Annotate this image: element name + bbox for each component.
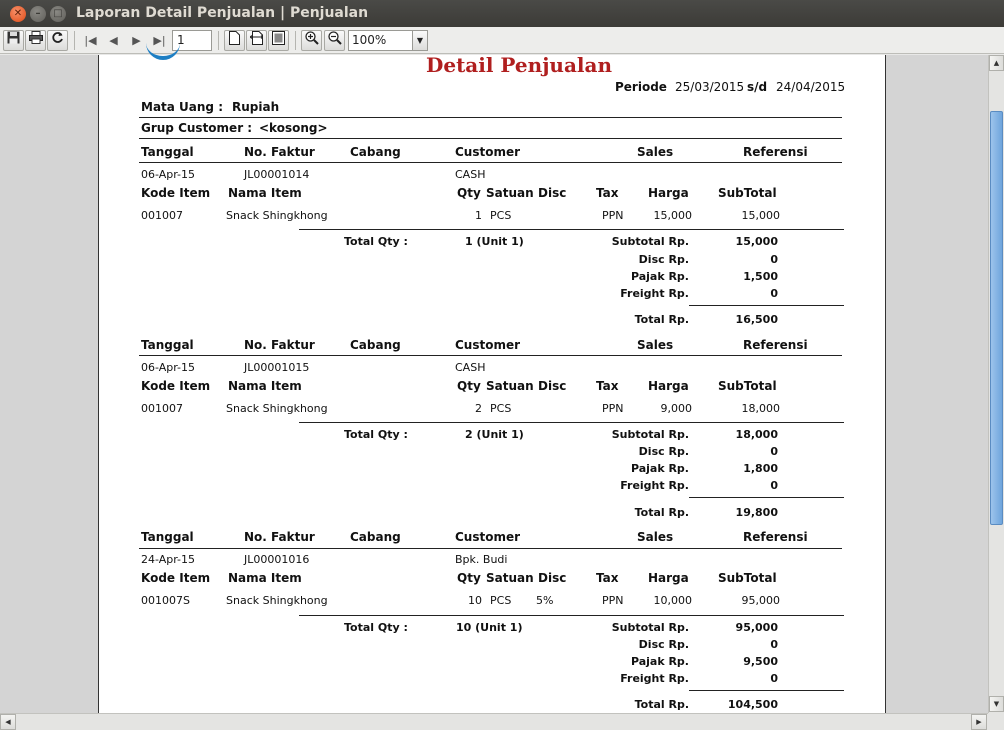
invoice-faktur: JL00001015 bbox=[244, 361, 310, 374]
header-subtotal: SubTotal bbox=[718, 186, 777, 200]
subtotal-label: Subtotal Rp. bbox=[611, 235, 689, 248]
scroll-corner bbox=[988, 713, 1004, 730]
minimize-window-button[interactable]: – bbox=[30, 6, 46, 22]
header-no-faktur: No. Faktur bbox=[244, 145, 315, 159]
total-qty-label: Total Qty : bbox=[344, 235, 408, 248]
header-harga: Harga bbox=[648, 379, 689, 393]
freight-value: 0 bbox=[770, 479, 778, 492]
disc-value: 0 bbox=[770, 638, 778, 651]
chevron-down-icon[interactable]: ▼ bbox=[412, 31, 427, 50]
header-disc: Disc bbox=[538, 186, 567, 200]
disc-value: 0 bbox=[770, 445, 778, 458]
header-disc: Disc bbox=[538, 571, 567, 585]
page-width-icon[interactable] bbox=[246, 30, 267, 51]
item-tax: PPN bbox=[602, 594, 624, 607]
freight-value: 0 bbox=[770, 672, 778, 685]
freight-label: Freight Rp. bbox=[620, 287, 689, 300]
zoom-value: 100% bbox=[352, 33, 387, 47]
item-satuan: PCS bbox=[490, 209, 512, 222]
header-referensi: Referensi bbox=[743, 338, 808, 352]
header-referensi: Referensi bbox=[743, 145, 808, 159]
header-satuan: Satuan bbox=[486, 571, 534, 585]
page-number-input[interactable]: 1 bbox=[172, 30, 212, 51]
item-disc: 5% bbox=[536, 594, 554, 607]
item-nama: Snack Shingkhong bbox=[226, 594, 328, 607]
periode-to: 24/04/2015 bbox=[776, 80, 846, 94]
invoice-tanggal: 06-Apr-15 bbox=[141, 361, 196, 374]
total-label: Total Rp. bbox=[634, 313, 689, 326]
scroll-up-icon[interactable]: ▲ bbox=[989, 55, 1004, 71]
header-kode-item: Kode Item bbox=[141, 186, 211, 200]
disc-label: Disc Rp. bbox=[638, 638, 689, 651]
item-tax: PPN bbox=[602, 402, 624, 415]
total-qty-value: 10 (Unit 1) bbox=[456, 621, 523, 634]
header-no-faktur: No. Faktur bbox=[244, 338, 315, 352]
header-harga: Harga bbox=[648, 571, 689, 585]
pajak-label: Pajak Rp. bbox=[630, 462, 689, 475]
pajak-label: Pajak Rp. bbox=[630, 270, 689, 283]
header-tax: Tax bbox=[596, 186, 619, 200]
freight-value: 0 bbox=[770, 287, 778, 300]
item-subtotal: 15,000 bbox=[741, 209, 780, 222]
single-page-icon[interactable] bbox=[224, 30, 245, 51]
pajak-value: 9,500 bbox=[743, 655, 778, 668]
zoom-out-icon[interactable] bbox=[324, 30, 345, 51]
header-customer: Customer bbox=[455, 338, 521, 352]
item-harga: 15,000 bbox=[653, 209, 692, 222]
header-nama-item: Nama Item bbox=[228, 571, 302, 585]
disc-label: Disc Rp. bbox=[638, 253, 689, 266]
item-qty: 1 bbox=[475, 209, 482, 222]
scroll-left-icon[interactable]: ◀ bbox=[0, 714, 16, 730]
pajak-label: Pajak Rp. bbox=[630, 655, 689, 668]
scroll-down-icon[interactable]: ▼ bbox=[989, 696, 1004, 712]
save-icon[interactable] bbox=[3, 30, 24, 51]
close-window-button[interactable]: ✕ bbox=[10, 6, 26, 22]
pajak-value: 1,800 bbox=[743, 462, 778, 475]
refresh-icon[interactable] bbox=[47, 30, 68, 51]
header-disc: Disc bbox=[538, 379, 567, 393]
header-tanggal: Tanggal bbox=[141, 338, 194, 352]
freight-label: Freight Rp. bbox=[620, 479, 689, 492]
previous-page-icon[interactable]: ◀ bbox=[109, 34, 118, 47]
zoom-in-icon[interactable] bbox=[301, 30, 322, 51]
report-title: Detail Penjualan bbox=[426, 53, 613, 77]
item-kode: 001007S bbox=[141, 594, 190, 607]
header-nama-item: Nama Item bbox=[228, 379, 302, 393]
total-label: Total Rp. bbox=[634, 506, 689, 519]
header-tax: Tax bbox=[596, 571, 619, 585]
invoice-faktur: JL00001014 bbox=[244, 168, 310, 181]
item-harga: 10,000 bbox=[653, 594, 692, 607]
periode-from: 25/03/2015 bbox=[675, 80, 745, 94]
item-nama: Snack Shingkhong bbox=[226, 209, 328, 222]
subtotal-value: 18,000 bbox=[735, 428, 778, 441]
total-value: 19,800 bbox=[735, 506, 778, 519]
maximize-window-button[interactable]: □ bbox=[50, 6, 66, 22]
header-sales: Sales bbox=[637, 145, 674, 159]
zoom-select[interactable] bbox=[348, 30, 428, 51]
header-subtotal: SubTotal bbox=[718, 571, 777, 585]
mata-uang-label: Mata Uang : bbox=[141, 100, 224, 114]
header-qty: Qty bbox=[457, 571, 481, 585]
grup-customer-label: Grup Customer : bbox=[141, 121, 253, 135]
item-kode: 001007 bbox=[141, 209, 183, 222]
scroll-right-icon[interactable]: ▶ bbox=[971, 714, 987, 730]
header-tanggal: Tanggal bbox=[141, 530, 194, 544]
subtotal-value: 15,000 bbox=[735, 235, 778, 248]
window-title: Laporan Detail Penjualan | Penjualan bbox=[76, 5, 369, 21]
header-customer: Customer bbox=[455, 530, 521, 544]
header-subtotal: SubTotal bbox=[718, 379, 777, 393]
header-cabang: Cabang bbox=[350, 145, 401, 159]
header-referensi: Referensi bbox=[743, 530, 808, 544]
header-kode-item: Kode Item bbox=[141, 571, 211, 585]
header-nama-item: Nama Item bbox=[228, 186, 302, 200]
header-satuan: Satuan bbox=[486, 379, 534, 393]
header-tanggal: Tanggal bbox=[141, 145, 194, 159]
total-label: Total Rp. bbox=[634, 698, 689, 711]
subtotal-label: Subtotal Rp. bbox=[611, 621, 689, 634]
disc-value: 0 bbox=[770, 253, 778, 266]
header-tax: Tax bbox=[596, 379, 619, 393]
invoice-customer: CASH bbox=[455, 168, 486, 181]
total-qty-value: 1 (Unit 1) bbox=[465, 235, 524, 248]
header-customer: Customer bbox=[455, 145, 521, 159]
header-cabang: Cabang bbox=[350, 530, 401, 544]
item-satuan: PCS bbox=[490, 402, 512, 415]
freight-label: Freight Rp. bbox=[620, 672, 689, 685]
header-kode-item: Kode Item bbox=[141, 379, 211, 393]
subtotal-label: Subtotal Rp. bbox=[611, 428, 689, 441]
invoice-tanggal: 24-Apr-15 bbox=[141, 553, 196, 566]
whole-page-icon[interactable] bbox=[268, 30, 289, 51]
vertical-scroll-thumb[interactable] bbox=[990, 111, 1003, 525]
item-qty: 10 bbox=[468, 594, 482, 607]
header-no-faktur: No. Faktur bbox=[244, 530, 315, 544]
pajak-value: 1,500 bbox=[743, 270, 778, 283]
item-qty: 2 bbox=[475, 402, 482, 415]
invoice-customer: Bpk. Budi bbox=[455, 553, 508, 566]
item-tax: PPN bbox=[602, 209, 624, 222]
print-icon[interactable] bbox=[25, 30, 46, 51]
item-satuan: PCS bbox=[490, 594, 512, 607]
header-sales: Sales bbox=[637, 338, 674, 352]
subtotal-value: 95,000 bbox=[735, 621, 778, 634]
total-qty-label: Total Qty : bbox=[344, 428, 408, 441]
header-cabang: Cabang bbox=[350, 338, 401, 352]
total-value: 104,500 bbox=[727, 698, 778, 711]
header-satuan: Satuan bbox=[486, 186, 534, 200]
total-qty-label: Total Qty : bbox=[344, 621, 408, 634]
item-subtotal: 95,000 bbox=[741, 594, 780, 607]
horizontal-scrollbar[interactable] bbox=[0, 713, 988, 730]
item-nama: Snack Shingkhong bbox=[226, 402, 328, 415]
mata-uang-value: Rupiah bbox=[232, 100, 280, 114]
vertical-scrollbar[interactable] bbox=[988, 55, 1004, 713]
header-sales: Sales bbox=[637, 530, 674, 544]
total-qty-value: 2 (Unit 1) bbox=[465, 428, 524, 441]
disc-label: Disc Rp. bbox=[638, 445, 689, 458]
periode-label: Periode bbox=[615, 80, 667, 94]
first-page-icon[interactable]: |◀ bbox=[84, 34, 97, 47]
next-page-icon[interactable]: ▶ bbox=[132, 34, 141, 47]
invoice-tanggal: 06-Apr-15 bbox=[141, 168, 196, 181]
title-bar bbox=[0, 0, 1004, 27]
invoice-faktur: JL00001016 bbox=[244, 553, 310, 566]
invoice-customer: CASH bbox=[455, 361, 486, 374]
grup-customer-value: <kosong> bbox=[259, 121, 328, 135]
header-qty: Qty bbox=[457, 186, 481, 200]
header-qty: Qty bbox=[457, 379, 481, 393]
last-page-icon[interactable]: ▶| bbox=[153, 34, 166, 47]
item-subtotal: 18,000 bbox=[741, 402, 780, 415]
item-kode: 001007 bbox=[141, 402, 183, 415]
item-harga: 9,000 bbox=[660, 402, 692, 415]
periode-sep: s/d bbox=[747, 80, 768, 94]
total-value: 16,500 bbox=[735, 313, 778, 326]
header-harga: Harga bbox=[648, 186, 689, 200]
